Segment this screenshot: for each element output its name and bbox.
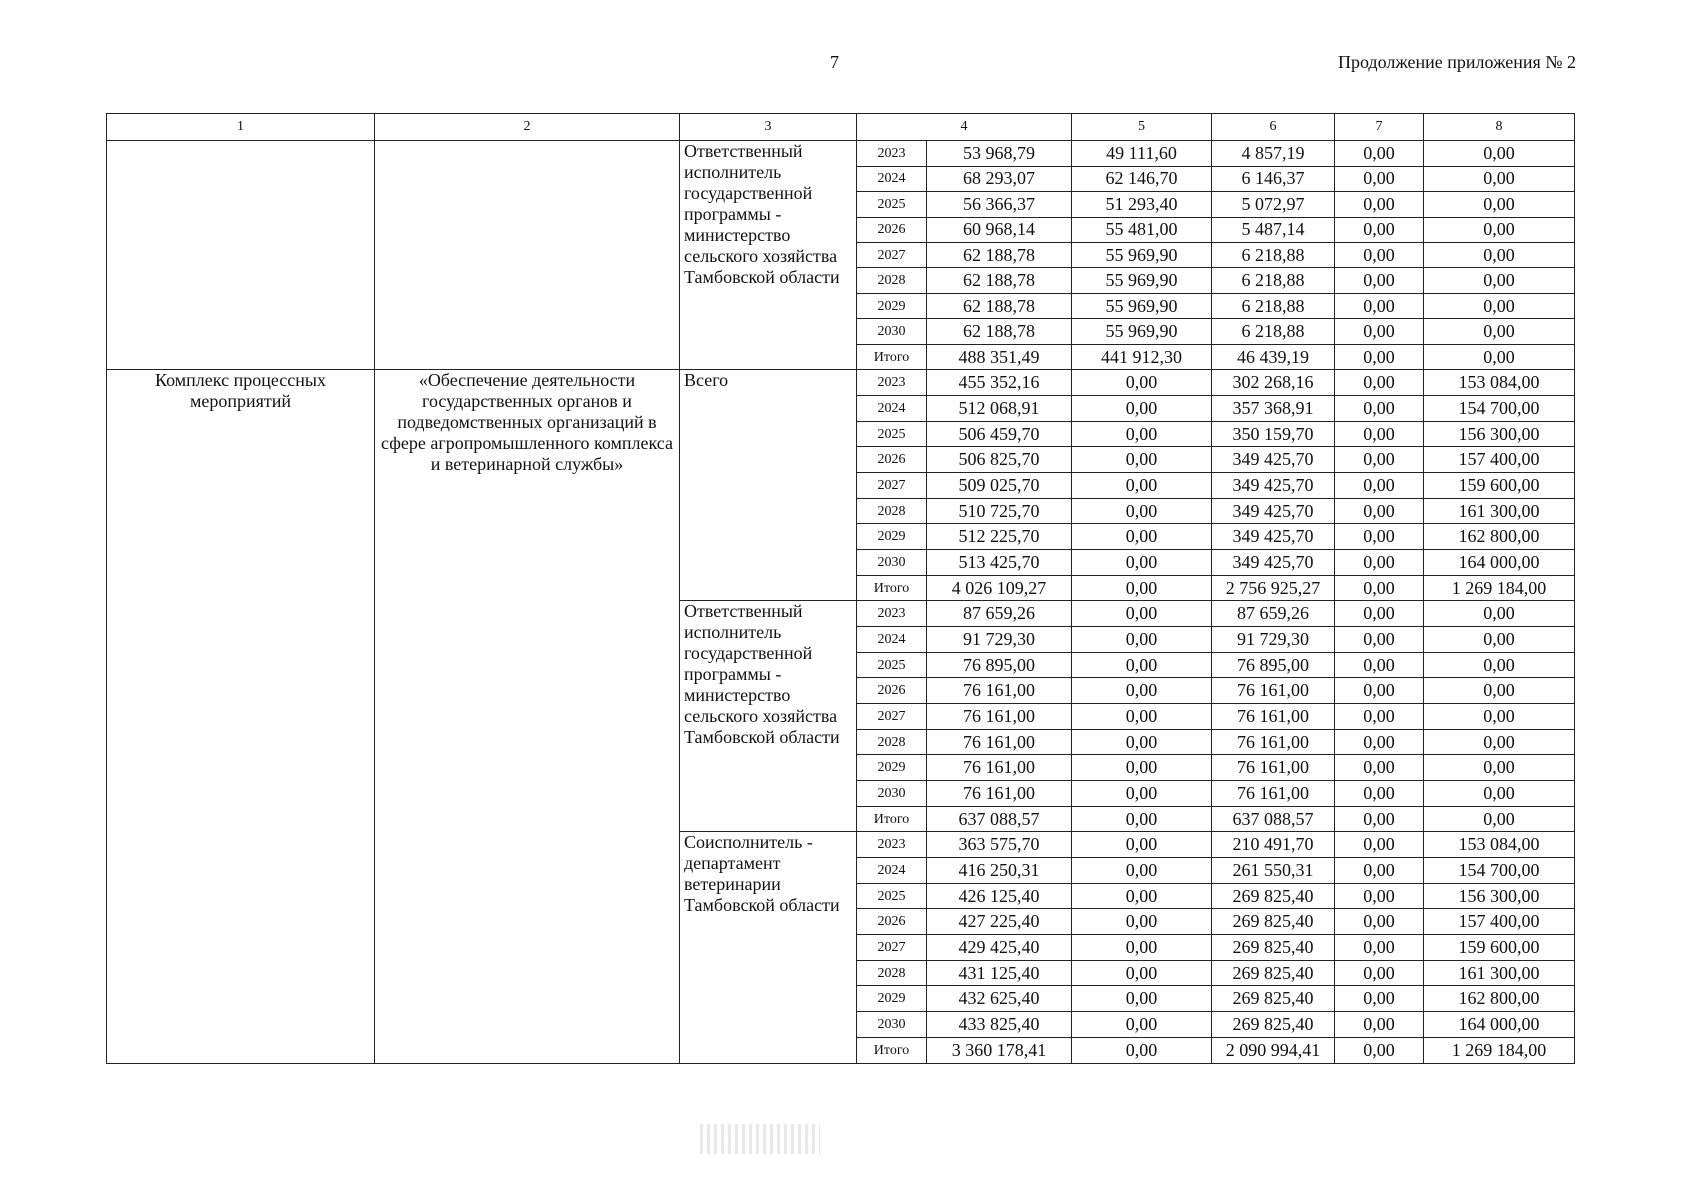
amount-cell: 432 625,40 [927, 986, 1072, 1012]
amount-cell: 51 293,40 [1072, 192, 1212, 217]
amount-cell: 455 352,16 [927, 370, 1072, 396]
year-cell: 2026 [857, 909, 927, 935]
amount-cell: 0,00 [1335, 858, 1424, 884]
amount-cell: 269 825,40 [1212, 935, 1335, 961]
amount-cell: 0,00 [1072, 883, 1212, 909]
amount-cell: 153 084,00 [1424, 370, 1575, 396]
amount-cell: 0,00 [1072, 729, 1212, 755]
amount-cell: 0,00 [1424, 806, 1575, 832]
amount-cell: 0,00 [1335, 242, 1424, 267]
amount-cell: 0,00 [1424, 704, 1575, 730]
amount-cell: 349 425,70 [1212, 473, 1335, 499]
year-cell: 2028 [857, 729, 927, 755]
amount-cell: 269 825,40 [1212, 986, 1335, 1012]
amount-cell: 0,00 [1424, 166, 1575, 191]
amount-cell: 0,00 [1335, 293, 1424, 318]
amount-cell: 157 400,00 [1424, 909, 1575, 935]
amount-cell: 76 161,00 [927, 781, 1072, 807]
year-cell: 2029 [857, 986, 927, 1012]
year-cell: 2029 [857, 293, 927, 318]
column-number-header: 5 [1072, 114, 1212, 141]
amount-cell: 156 300,00 [1424, 421, 1575, 447]
amount-cell: 0,00 [1072, 652, 1212, 678]
column-number-header: 4 [857, 114, 1072, 141]
amount-cell: 357 368,91 [1212, 396, 1335, 422]
amount-cell: 0,00 [1335, 986, 1424, 1012]
program-element-name-cell [375, 141, 680, 370]
executor-cell: Ответственный исполнитель государственной программы - министерство сельского хозяйства Тамбовской области [680, 141, 857, 370]
amount-cell: 0,00 [1335, 1037, 1424, 1063]
amount-cell: 6 218,88 [1212, 293, 1335, 318]
amount-cell: 0,00 [1424, 268, 1575, 293]
amount-cell: 0,00 [1424, 601, 1575, 627]
amount-cell: 6 218,88 [1212, 268, 1335, 293]
executor-cell: Соисполнитель - департамент ветеринарии Тамбовской области [680, 832, 857, 1064]
amount-cell: 0,00 [1424, 781, 1575, 807]
amount-cell: 0,00 [1072, 601, 1212, 627]
column-number-header: 3 [680, 114, 857, 141]
table-row [107, 370, 1575, 396]
year-cell: 2028 [857, 268, 927, 293]
amount-cell: 76 161,00 [1212, 729, 1335, 755]
year-cell: 2028 [857, 960, 927, 986]
amount-cell: 55 969,90 [1072, 293, 1212, 318]
amount-cell: 164 000,00 [1424, 550, 1575, 576]
amount-cell: 0,00 [1072, 370, 1212, 396]
year-cell: Итого [857, 344, 927, 369]
amount-cell: 429 425,40 [927, 935, 1072, 961]
amount-cell: 62 146,70 [1072, 166, 1212, 191]
amount-cell: 0,00 [1424, 293, 1575, 318]
amount-cell: 62 188,78 [927, 242, 1072, 267]
amount-cell: 349 425,70 [1212, 524, 1335, 550]
amount-cell: 637 088,57 [1212, 806, 1335, 832]
amount-cell: 416 250,31 [927, 858, 1072, 884]
amount-cell: 159 600,00 [1424, 935, 1575, 961]
page-number: 7 [830, 52, 839, 72]
amount-cell: 637 088,57 [927, 806, 1072, 832]
amount-cell: 350 159,70 [1212, 421, 1335, 447]
amount-cell: 76 161,00 [927, 755, 1072, 781]
column-number-header: 7 [1335, 114, 1424, 141]
amount-cell: 0,00 [1072, 1037, 1212, 1063]
amount-cell: 0,00 [1335, 344, 1424, 369]
amount-cell: 5 072,97 [1212, 192, 1335, 217]
amount-cell: 76 161,00 [927, 678, 1072, 704]
year-cell: 2030 [857, 319, 927, 344]
amount-cell: 0,00 [1335, 141, 1424, 166]
amount-cell: 433 825,40 [927, 1012, 1072, 1038]
amount-cell: 0,00 [1335, 575, 1424, 601]
year-cell: 2023 [857, 601, 927, 627]
amount-cell: 0,00 [1072, 806, 1212, 832]
amount-cell: 0,00 [1335, 370, 1424, 396]
amount-cell: 0,00 [1424, 217, 1575, 242]
amount-cell: 4 026 109,27 [927, 575, 1072, 601]
program-element-type-cell [107, 141, 375, 370]
executor-cell: Всего [680, 370, 857, 601]
year-cell: 2027 [857, 704, 927, 730]
column-number-header: 8 [1424, 114, 1575, 141]
amount-cell: 62 188,78 [927, 293, 1072, 318]
amount-cell: 0,00 [1335, 1012, 1424, 1038]
amount-cell: 6 218,88 [1212, 242, 1335, 267]
amount-cell: 513 425,70 [927, 550, 1072, 576]
amount-cell: 76 161,00 [1212, 781, 1335, 807]
program-element-type-cell: Комплекс процессных мероприятий [107, 370, 375, 1064]
amount-cell: 488 351,49 [927, 344, 1072, 369]
amount-cell: 56 366,37 [927, 192, 1072, 217]
amount-cell: 0,00 [1072, 421, 1212, 447]
amount-cell: 349 425,70 [1212, 550, 1335, 576]
amount-cell: 0,00 [1424, 652, 1575, 678]
amount-cell: 0,00 [1072, 678, 1212, 704]
amount-cell: 46 439,19 [1212, 344, 1335, 369]
amount-cell: 0,00 [1424, 627, 1575, 653]
amount-cell: 512 225,70 [927, 524, 1072, 550]
amount-cell: 0,00 [1424, 729, 1575, 755]
column-number-header: 2 [375, 114, 680, 141]
year-cell: 2024 [857, 396, 927, 422]
amount-cell: 210 491,70 [1212, 832, 1335, 858]
amount-cell: 302 268,16 [1212, 370, 1335, 396]
amount-cell: 0,00 [1072, 1012, 1212, 1038]
year-cell: 2025 [857, 192, 927, 217]
year-cell: 2027 [857, 935, 927, 961]
amount-cell: 0,00 [1335, 421, 1424, 447]
year-cell: 2024 [857, 627, 927, 653]
amount-cell: 0,00 [1424, 242, 1575, 267]
table-row [107, 141, 1575, 166]
year-cell: Итого [857, 1037, 927, 1063]
amount-cell: 159 600,00 [1424, 473, 1575, 499]
amount-cell: 0,00 [1335, 166, 1424, 191]
amount-cell: 0,00 [1072, 858, 1212, 884]
amount-cell: 0,00 [1424, 141, 1575, 166]
amount-cell: 162 800,00 [1424, 524, 1575, 550]
amount-cell: 91 729,30 [1212, 627, 1335, 653]
amount-cell: 0,00 [1335, 806, 1424, 832]
scan-stamp-mark [700, 1124, 820, 1154]
amount-cell: 0,00 [1424, 319, 1575, 344]
amount-cell: 0,00 [1335, 627, 1424, 653]
amount-cell: 269 825,40 [1212, 1012, 1335, 1038]
amount-cell: 153 084,00 [1424, 832, 1575, 858]
amount-cell: 506 825,70 [927, 447, 1072, 473]
amount-cell: 0,00 [1335, 781, 1424, 807]
amount-cell: 1 269 184,00 [1424, 575, 1575, 601]
amount-cell: 76 161,00 [1212, 704, 1335, 730]
amount-cell: 162 800,00 [1424, 986, 1575, 1012]
executor-cell: Ответственный исполнитель государственной программы - министерство сельского хозяйства Тамбовской области [680, 601, 857, 832]
amount-cell: 55 969,90 [1072, 319, 1212, 344]
budget-table [106, 113, 1575, 1064]
amount-cell: 0,00 [1335, 447, 1424, 473]
amount-cell: 426 125,40 [927, 883, 1072, 909]
year-cell: 2027 [857, 242, 927, 267]
year-cell: 2023 [857, 370, 927, 396]
amount-cell: 49 111,60 [1072, 141, 1212, 166]
amount-cell: 62 188,78 [927, 268, 1072, 293]
amount-cell: 0,00 [1335, 678, 1424, 704]
year-cell: 2030 [857, 781, 927, 807]
amount-cell: 349 425,70 [1212, 447, 1335, 473]
year-cell: Итого [857, 806, 927, 832]
amount-cell: 510 725,70 [927, 498, 1072, 524]
amount-cell: 76 895,00 [1212, 652, 1335, 678]
year-cell: 2024 [857, 166, 927, 191]
amount-cell: 0,00 [1072, 498, 1212, 524]
amount-cell: 76 895,00 [927, 652, 1072, 678]
amount-cell: 87 659,26 [1212, 601, 1335, 627]
column-number-header: 1 [107, 114, 375, 141]
amount-cell: 0,00 [1335, 652, 1424, 678]
amount-cell: 0,00 [1335, 883, 1424, 909]
year-cell: 2029 [857, 524, 927, 550]
amount-cell: 0,00 [1072, 447, 1212, 473]
amount-cell: 55 481,00 [1072, 217, 1212, 242]
amount-cell: 0,00 [1335, 755, 1424, 781]
amount-cell: 76 161,00 [927, 729, 1072, 755]
amount-cell: 0,00 [1335, 473, 1424, 499]
year-cell: 2030 [857, 1012, 927, 1038]
amount-cell: 349 425,70 [1212, 498, 1335, 524]
amount-cell: 3 360 178,41 [927, 1037, 1072, 1063]
appendix-continuation-label: Продолжение приложения № 2 [1337, 52, 1576, 72]
amount-cell: 269 825,40 [1212, 960, 1335, 986]
amount-cell: 0,00 [1335, 217, 1424, 242]
year-cell: 2026 [857, 217, 927, 242]
year-cell: 2028 [857, 498, 927, 524]
amount-cell: 269 825,40 [1212, 883, 1335, 909]
amount-cell: 2 756 925,27 [1212, 575, 1335, 601]
amount-cell: 0,00 [1072, 909, 1212, 935]
amount-cell: 0,00 [1424, 678, 1575, 704]
amount-cell: 0,00 [1072, 524, 1212, 550]
amount-cell: 0,00 [1072, 627, 1212, 653]
amount-cell: 0,00 [1335, 601, 1424, 627]
amount-cell: 1 269 184,00 [1424, 1037, 1575, 1063]
year-cell: 2025 [857, 883, 927, 909]
amount-cell: 4 857,19 [1212, 141, 1335, 166]
year-cell: 2026 [857, 447, 927, 473]
amount-cell: 0,00 [1335, 550, 1424, 576]
amount-cell: 161 300,00 [1424, 498, 1575, 524]
amount-cell: 0,00 [1335, 498, 1424, 524]
amount-cell: 0,00 [1335, 524, 1424, 550]
amount-cell: 0,00 [1072, 986, 1212, 1012]
amount-cell: 0,00 [1335, 268, 1424, 293]
amount-cell: 0,00 [1335, 192, 1424, 217]
year-cell: 2023 [857, 141, 927, 166]
amount-cell: 6 146,37 [1212, 166, 1335, 191]
amount-cell: 0,00 [1335, 319, 1424, 344]
amount-cell: 0,00 [1335, 909, 1424, 935]
amount-cell: 0,00 [1072, 832, 1212, 858]
year-cell: 2024 [857, 858, 927, 884]
year-cell: 2030 [857, 550, 927, 576]
amount-cell: 0,00 [1335, 704, 1424, 730]
amount-cell: 0,00 [1072, 960, 1212, 986]
amount-cell: 0,00 [1335, 832, 1424, 858]
year-cell: 2025 [857, 421, 927, 447]
amount-cell: 156 300,00 [1424, 883, 1575, 909]
amount-cell: 431 125,40 [927, 960, 1072, 986]
amount-cell: 261 550,31 [1212, 858, 1335, 884]
year-cell: 2027 [857, 473, 927, 499]
amount-cell: 0,00 [1072, 755, 1212, 781]
amount-cell: 363 575,70 [927, 832, 1072, 858]
column-number-header: 6 [1212, 114, 1335, 141]
program-element-name-cell: «Обеспечение деятельности государственных органов и подведомственных организаций в сфере агропромышленного комплекса и ветеринарной службы» [375, 370, 680, 1064]
year-cell: 2029 [857, 755, 927, 781]
amount-cell: 5 487,14 [1212, 217, 1335, 242]
amount-cell: 506 459,70 [927, 421, 1072, 447]
amount-cell: 269 825,40 [1212, 909, 1335, 935]
amount-cell: 76 161,00 [927, 704, 1072, 730]
header-row [107, 114, 1575, 141]
amount-cell: 512 068,91 [927, 396, 1072, 422]
amount-cell: 0,00 [1424, 192, 1575, 217]
amount-cell: 427 225,40 [927, 909, 1072, 935]
amount-cell: 157 400,00 [1424, 447, 1575, 473]
amount-cell: 0,00 [1072, 575, 1212, 601]
amount-cell: 60 968,14 [927, 217, 1072, 242]
amount-cell: 0,00 [1335, 935, 1424, 961]
amount-cell: 2 090 994,41 [1212, 1037, 1335, 1063]
year-cell: Итого [857, 575, 927, 601]
year-cell: 2023 [857, 832, 927, 858]
amount-cell: 154 700,00 [1424, 858, 1575, 884]
amount-cell: 6 218,88 [1212, 319, 1335, 344]
amount-cell: 55 969,90 [1072, 268, 1212, 293]
amount-cell: 76 161,00 [1212, 755, 1335, 781]
year-cell: 2025 [857, 652, 927, 678]
amount-cell: 164 000,00 [1424, 1012, 1575, 1038]
amount-cell: 441 912,30 [1072, 344, 1212, 369]
amount-cell: 0,00 [1072, 473, 1212, 499]
amount-cell: 0,00 [1335, 396, 1424, 422]
amount-cell: 53 968,79 [927, 141, 1072, 166]
amount-cell: 0,00 [1072, 781, 1212, 807]
amount-cell: 0,00 [1424, 344, 1575, 369]
amount-cell: 0,00 [1072, 935, 1212, 961]
amount-cell: 68 293,07 [927, 166, 1072, 191]
amount-cell: 0,00 [1335, 729, 1424, 755]
amount-cell: 87 659,26 [927, 601, 1072, 627]
amount-cell: 0,00 [1335, 960, 1424, 986]
amount-cell: 0,00 [1424, 755, 1575, 781]
amount-cell: 0,00 [1072, 704, 1212, 730]
amount-cell: 0,00 [1072, 550, 1212, 576]
amount-cell: 91 729,30 [927, 627, 1072, 653]
amount-cell: 62 188,78 [927, 319, 1072, 344]
amount-cell: 55 969,90 [1072, 242, 1212, 267]
amount-cell: 76 161,00 [1212, 678, 1335, 704]
amount-cell: 0,00 [1072, 396, 1212, 422]
year-cell: 2026 [857, 678, 927, 704]
amount-cell: 509 025,70 [927, 473, 1072, 499]
amount-cell: 161 300,00 [1424, 960, 1575, 986]
amount-cell: 154 700,00 [1424, 396, 1575, 422]
